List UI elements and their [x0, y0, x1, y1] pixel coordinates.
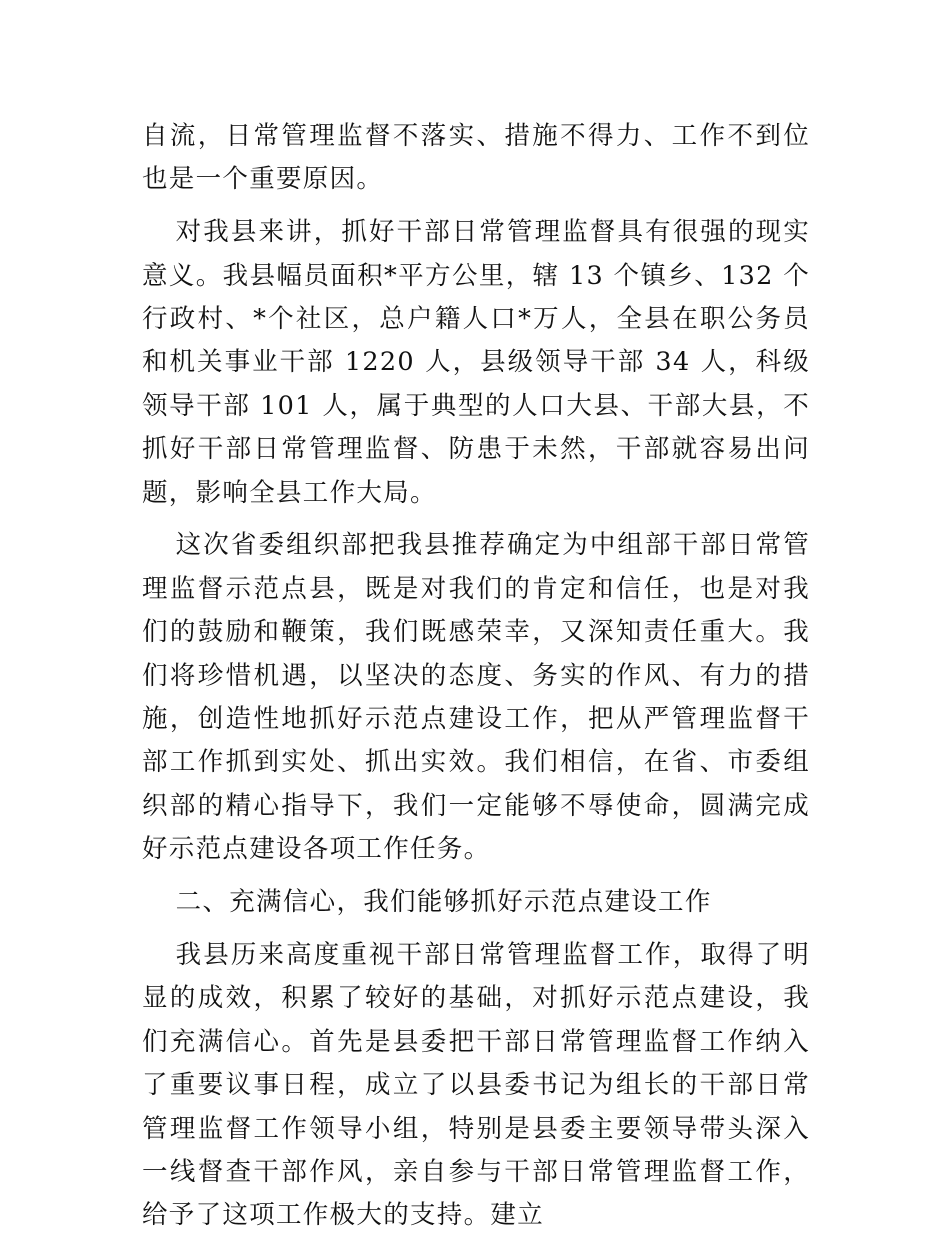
paragraph-county-significance: 对我县来讲，抓好干部日常管理监督具有很强的现实意义。我县幅员面积*平方公里，辖 13 个镇乡、132 个行政村、*个社区，总户籍人口*万人，全县在职公务员和机关事业干部 1220 人，县级领导干部 34 人，科级领导干部 101 人，属于典型的人口大县、干部大县，不抓好干部日常管理监督、防患于未然，干部就容易出问题，影响全县工作大局。: [142, 217, 810, 508]
document-body: [142, 115, 810, 1247]
paragraph-continuation: 自流，日常管理监督不落实、措施不得力、工作不到位也是一个重要原因。: [142, 121, 810, 195]
section-heading: 二、充满信心，我们能够抓好示范点建设工作: [175, 887, 712, 918]
paragraph-confidence: 我县历来高度重视干部日常管理监督工作，取得了明显的成效，积累了较好的基础，对抓好示范点建设，我们充满信心。首先是县委把干部日常管理监督工作纳入了重要议事日程，成立了以县委书记为组长的干部日常管理监督工作领导小组，特别是县委主要领导带头深入一线督查干部作风，亲自参与干部日常管理监督工作，给予了这项工作极大的支持。建立: [142, 939, 810, 1231]
paragraph-demonstration-county: 这次省委组织部把我县推荐确定为中组部干部日常管理监督示范点县，既是对我们的肯定和信任，也是对我们的鼓励和鞭策，我们既感荣幸，又深知责任重大。我们将珍惜机遇，以坚决的态度、务实的作风、有力的措施，创造性地抓好示范点建设工作，把从严管理监督干部工作抓到实处、抓出实效。我们相信，在省、市委组织部的精心指导下，我们一定能够不辱使命，圆满完成好示范点建设各项工作任务。: [142, 530, 810, 865]
